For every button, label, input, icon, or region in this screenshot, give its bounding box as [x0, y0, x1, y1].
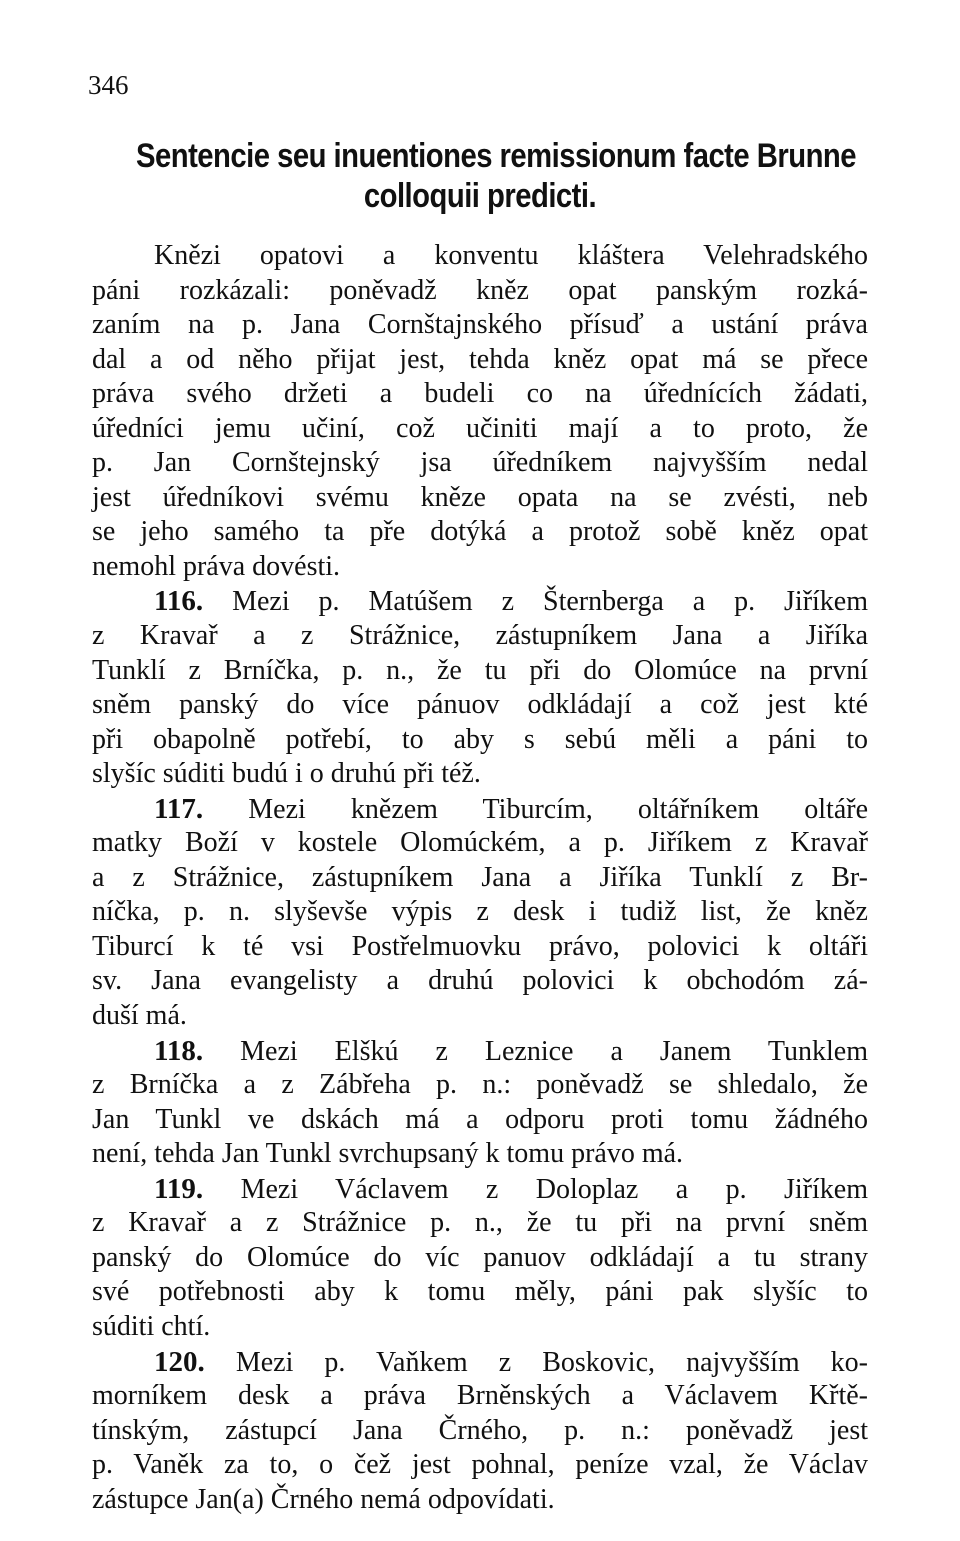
- section-heading-line-2: colloquii predicti.: [363, 177, 597, 215]
- line-text: Tiburcí k té vsi Postřelmuovku právo, polovici k oltáři: [92, 930, 868, 962]
- text-line: [92, 550, 868, 585]
- entry-first-line: [92, 1034, 868, 1069]
- line-text: dal a od něho přijat jest, tehda kněz opat má se přece: [92, 343, 868, 375]
- entry-number: 118.: [154, 1034, 204, 1067]
- entry-number: 116.: [154, 585, 204, 618]
- line-text: z Brníčka a z Zábřeha p. n.: poněvadž se shledalo, že: [92, 1069, 868, 1101]
- line-text: Jan Tunkl ve dskách má a odporu proti tomu žádného: [92, 1103, 868, 1135]
- line-text: nemohl práva dovésti.: [92, 550, 341, 582]
- line-text: sněm panský do více pánuov odkládají a což jest kté: [92, 689, 868, 721]
- entry-first-line: [92, 1345, 868, 1380]
- text-line: [92, 1206, 868, 1241]
- entry-number: 117.: [154, 792, 204, 825]
- entry-number: 120.: [154, 1345, 205, 1378]
- text-line: [92, 826, 868, 861]
- text-line: [92, 895, 868, 930]
- line-text: p. Jan Cornštejnský jsa úředníkem najvyšším nedal: [92, 447, 868, 479]
- text-line: [92, 239, 868, 274]
- text-line: [92, 654, 868, 689]
- text-line: [92, 1275, 868, 1310]
- line-text: není, tehda Jan Tunkl svrchupsaný k tomu právo má.: [92, 1138, 684, 1170]
- text-line: [92, 999, 868, 1034]
- line-text: Knězi opatovi a konventu kláštera Velehradského: [154, 240, 868, 271]
- text-line: [92, 619, 868, 654]
- text-line: [92, 515, 868, 550]
- line-text: matky Boží v kostele Olomúckém, a p. Jiříkem z Kravař: [92, 827, 868, 859]
- line-text: práva svého držeti a budeli co na úřednících žádati,: [92, 378, 868, 410]
- text-line: [92, 412, 868, 447]
- line-text: Mezi Václavem z Doloplaz a p. Jiříkem: [240, 1173, 868, 1205]
- line-text: panský do Olomúce do víc panuov odkládají a tu strany: [92, 1241, 868, 1273]
- line-text: úředníci jemu učiní, což učiniti mají a to proto, že: [92, 412, 868, 444]
- text-line: [92, 688, 868, 723]
- text-line: [92, 1414, 868, 1449]
- line-text: a z Strážnice, zástupníkem Jana a Jiříka Tunklí z Br-: [92, 861, 868, 893]
- text-line: [92, 343, 868, 378]
- text-line: [92, 1310, 868, 1345]
- line-text: duší má.: [92, 1000, 187, 1032]
- line-text: Mezi p. Matúšem z Šternberga a p. Jiříkem: [232, 586, 868, 618]
- text-line: [92, 723, 868, 758]
- body-text: [92, 239, 868, 1517]
- text-line: [92, 1103, 868, 1138]
- line-text: súditi chtí.: [92, 1310, 211, 1342]
- line-text: své potřebnosti aby k tomu měly, páni pak slyšíc to: [92, 1276, 868, 1308]
- entry-first-line: [92, 1172, 868, 1207]
- text-line: [92, 1241, 868, 1276]
- line-text: jest úředníkovi svému kněze opata na se zvésti, neb: [92, 481, 868, 513]
- line-text: z Kravař a z Strážnice p. n., že tu při na první sněm: [92, 1207, 868, 1239]
- text-line: [92, 274, 868, 309]
- text-line: [92, 757, 868, 792]
- text-line: [92, 1448, 868, 1483]
- line-text: slyšíc súditi budú i o druhú při též.: [92, 758, 481, 790]
- text-line: [92, 1068, 868, 1103]
- text-line: [92, 1483, 868, 1518]
- text-line: [92, 308, 868, 343]
- line-text: při obapolně potřebí, to aby s sebú měli a páni to: [92, 723, 868, 755]
- line-text: tínským, zástupcí Jana Črného, p. n.: poněvadž jest: [92, 1414, 868, 1446]
- section-heading-line-1: Sentencie seu inuentiones remissionum facte Brunne: [136, 137, 857, 175]
- line-text: páni rozkázali: poněvadž kněz opat panským rozká-: [92, 274, 868, 306]
- line-text: se jeho samého ta pře dotýká a protož sobě kněz opat: [92, 516, 868, 548]
- line-text: Mezi knězem Tiburcím, oltářníkem oltáře: [248, 793, 868, 825]
- entry-number: 119.: [154, 1172, 204, 1205]
- line-text: z Kravař a z Strážnice, zástupníkem Jana a Jiříka: [92, 620, 868, 652]
- line-text: zástupce Jan(a) Črného nemá odpovídati.: [92, 1483, 555, 1515]
- text-line: [92, 1379, 868, 1414]
- text-line: [92, 861, 868, 896]
- line-text: p. Vaněk za to, o čež jest pohnal, peníze vzal, že Václav: [92, 1449, 868, 1481]
- text-line: [92, 930, 868, 965]
- entry-first-line: [92, 792, 868, 827]
- line-text: zaním na p. Jana Cornštajnského přísuď a ustání práva: [92, 309, 868, 341]
- line-text: Mezi Elškú z Leznice a Janem Tunklem: [240, 1035, 869, 1067]
- entry-first-line: [92, 584, 868, 619]
- text-line: [92, 377, 868, 412]
- line-text: Tunklí z Brníčka, p. n., že tu při do Olomúce na první: [92, 654, 868, 686]
- text-line: [92, 964, 868, 999]
- line-text: níčka, p. n. slyševše výpis z desk i tudiž list, že kněz: [92, 896, 868, 928]
- line-text: morníkem desk a práva Brněnských a Václavem Křtě-: [92, 1380, 868, 1412]
- page-number: 346: [88, 70, 129, 100]
- text-line: [92, 1137, 868, 1172]
- text-line: [92, 446, 868, 481]
- line-text: sv. Jana evangelisty a druhú polovici k obchodóm zá-: [92, 965, 868, 997]
- line-text: Mezi p. Vaňkem z Boskovic, najvyšším ko-: [235, 1346, 869, 1378]
- text-line: [92, 481, 868, 516]
